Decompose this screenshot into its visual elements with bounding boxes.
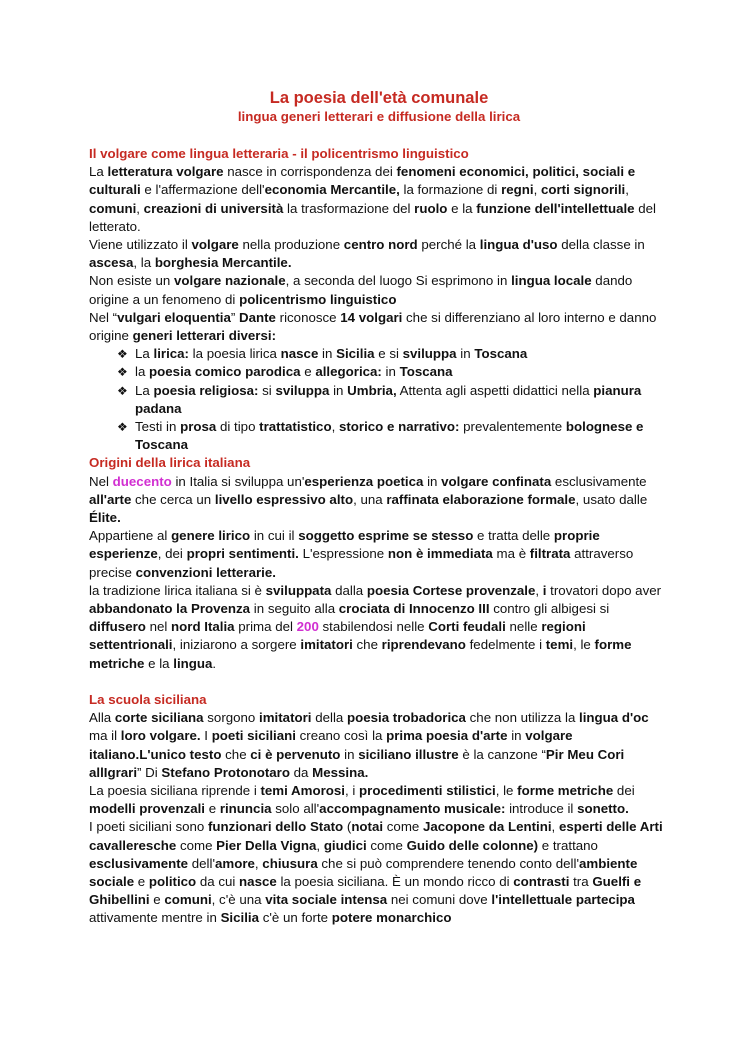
text-run: che non utilizza la	[465, 710, 580, 726]
bold-text: volgare nazionale	[174, 273, 286, 289]
bold-text: lingua locale	[511, 273, 592, 289]
text-run: , a seconda del luogo Si esprimono in	[285, 273, 512, 289]
text-run: ,	[625, 182, 629, 198]
bold-text: comuni	[164, 892, 212, 908]
text-run: stabilendosi nelle	[318, 619, 429, 635]
text-run: Alla	[89, 710, 115, 726]
text-run: , le	[573, 637, 595, 653]
text-run: dei	[613, 782, 635, 798]
bold-text: diffusero	[89, 619, 146, 635]
bold-text: Corti feudali	[428, 619, 506, 635]
bold-text: propri sentimenti.	[186, 546, 299, 562]
text-run: solo all'	[271, 801, 320, 817]
text-run: creano così la	[295, 728, 387, 744]
bold-text: imitatori	[259, 710, 312, 726]
text-run: e	[205, 801, 220, 817]
bold-text: funzione dell'intellettuale	[476, 200, 635, 216]
text-run: , iniziarono a sorgere	[172, 637, 301, 653]
bold-text: notai	[351, 819, 384, 835]
bold-text: chiusura	[262, 855, 318, 871]
bold-text: politico	[148, 873, 197, 889]
highlight-text: duecento	[112, 473, 172, 489]
bold-text: esclusivamente	[89, 855, 189, 871]
bold-text: volgare italiano.L'unico testo	[89, 728, 573, 762]
bold-text: riprendevano	[381, 637, 466, 653]
bold-text: loro volgare.	[120, 728, 201, 744]
text-run: la poesia siciliana. È un mondo ricco di	[276, 873, 514, 889]
text-run: .	[212, 655, 217, 671]
text-run: la formazione di	[399, 182, 502, 198]
bold-text: accompagnamento musicale:	[319, 801, 506, 817]
text-run: che si differenziano al loro interno e danno origine	[89, 309, 657, 344]
text-run: di tipo	[216, 419, 260, 435]
text-run: e	[300, 364, 316, 380]
text-run: , la	[133, 255, 155, 271]
text-run: ,	[254, 855, 263, 871]
bold-text: volgare confinata	[441, 473, 552, 489]
bold-text: ambiente sociale	[89, 855, 638, 889]
bold-text: Toscana	[399, 364, 453, 380]
bold-text: prima poesia d'arte	[386, 728, 508, 744]
bold-text: Guido delle colonne)	[406, 837, 539, 853]
section-volgare	[89, 145, 669, 454]
text-run: che si può comprendere tenendo conto dell'	[317, 855, 579, 871]
paragraph	[89, 236, 669, 272]
bold-text: temi Amorosi	[260, 782, 345, 798]
bold-text: poesia comico parodica	[149, 364, 301, 380]
text-run: attivamente mentre in	[89, 910, 221, 926]
bold-text: genere lirico	[171, 528, 251, 544]
text-run: , usato dalle	[575, 491, 648, 507]
text-run: in	[423, 473, 442, 489]
bold-text: borghesia Mercantile.	[154, 255, 292, 271]
text-run: dell'	[188, 855, 215, 871]
bold-text: 14 volgari	[340, 309, 403, 325]
bold-text: convenzioni letterarie.	[135, 564, 276, 580]
bold-text: ruolo	[414, 200, 448, 216]
bold-text: creazioni di università	[143, 200, 284, 216]
bold-text: livello espressivo alto	[214, 491, 354, 507]
bold-text: forme metriche	[517, 782, 614, 798]
text-run: ,	[316, 837, 324, 853]
bold-text: lingua d'uso	[479, 237, 558, 253]
diamond-bullet-icon: ❖	[117, 365, 128, 380]
text-run: attraverso precise	[89, 546, 634, 580]
bold-text: regni	[501, 182, 534, 198]
paragraph	[89, 582, 669, 673]
text-run: Viene utilizzato il	[89, 237, 192, 253]
bold-text: i	[542, 582, 547, 598]
text-run: L'espressione	[298, 546, 388, 562]
bold-text: Pir Meu Cori allIgrari	[89, 746, 625, 780]
bold-text: forme metriche	[89, 637, 632, 671]
list-item	[117, 363, 669, 381]
text-run: si	[258, 382, 276, 398]
bold-text: all'arte	[89, 491, 132, 507]
bold-text: temi	[545, 637, 574, 653]
text-run: La	[135, 346, 154, 362]
text-run: e si	[374, 346, 403, 362]
bold-text: raffinata elaborazione formale	[386, 491, 576, 507]
document-body	[89, 88, 669, 928]
bold-text: crociata di Innocenzo III	[338, 601, 490, 617]
text-run: e la	[447, 200, 477, 216]
bold-text: sonetto.	[577, 801, 629, 817]
text-run: del letterato.	[89, 200, 657, 234]
bold-text: Jacopone da Lentini	[422, 819, 552, 835]
bold-text: esperti delle Arti cavalleresche	[89, 819, 663, 853]
text-run: , dei	[157, 546, 187, 562]
bold-text: abbandonato la Provenza	[89, 601, 251, 617]
text-run: in	[507, 728, 526, 744]
text-run: trovatori dopo aver	[546, 582, 662, 598]
text-run: Appartiene al	[89, 528, 172, 544]
bold-text: policentrismo linguistico	[239, 291, 397, 307]
paragraph	[89, 473, 669, 528]
bold-text: funzionari dello Stato	[208, 819, 344, 835]
section-heading: Origini della lirica italiana	[89, 455, 251, 471]
bold-text: giudici	[323, 837, 367, 853]
text-run: Attenta agli aspetti didattici nella	[396, 382, 594, 398]
text-run: fedelmente i	[465, 637, 546, 653]
bold-text: soggetto esprime se stesso	[298, 528, 474, 544]
text-run: prevalentemente	[459, 419, 566, 435]
bold-text: poesia religiosa:	[153, 382, 259, 398]
text-run: , c'è una	[211, 892, 266, 908]
bold-text: amore	[214, 855, 255, 871]
bold-text: Sicilia	[336, 346, 375, 362]
bold-text: ci è pervenuto	[250, 746, 341, 762]
text-run: in	[340, 746, 359, 762]
bold-text: volgare	[191, 237, 239, 253]
document-title: La poesia dell'età comunale	[269, 89, 489, 107]
diamond-bullet-icon: ❖	[117, 420, 128, 435]
text-run: la tradizione lirica italiana si è	[89, 582, 266, 598]
bold-text: pianura padana	[135, 382, 642, 416]
paragraph	[89, 782, 669, 818]
bold-text: Élite.	[89, 510, 121, 526]
text-run: in	[318, 346, 337, 362]
text-run: esclusivamente	[551, 473, 647, 489]
text-run: Non esiste un	[89, 273, 175, 289]
text-run: nelle	[505, 619, 542, 635]
text-run: e la	[144, 655, 174, 671]
bold-text: generi letterari diversi:	[132, 328, 276, 344]
text-run: e tratta delle	[473, 528, 554, 544]
section-body	[89, 163, 669, 454]
text-run: e trattano	[538, 837, 598, 853]
bold-text: trattatistico	[259, 419, 332, 435]
bold-text: nord Italia	[171, 619, 235, 635]
paragraph	[89, 163, 669, 236]
text-run: è la canzone “	[458, 746, 546, 762]
bold-text: fenomeni economici, politici, sociali e culturali	[89, 164, 636, 198]
bold-text: regioni settentrionali	[89, 619, 586, 653]
bold-text: Pier Della Vigna	[216, 837, 317, 853]
bold-text: sviluppata	[265, 582, 332, 598]
paragraph	[89, 527, 669, 582]
bold-text: corti signorili	[540, 182, 626, 198]
text-run: come	[383, 819, 423, 835]
text-run: ,	[535, 582, 543, 598]
text-run: in cui il	[250, 528, 299, 544]
bold-text: bolognese e Toscana	[135, 419, 644, 453]
bold-text: ascesa	[89, 255, 134, 271]
text-run: Nel	[89, 473, 113, 489]
text-run: I	[200, 728, 212, 744]
text-run: come	[176, 837, 217, 853]
text-run: I poeti siciliani sono	[89, 819, 208, 835]
diamond-bullet-icon: ❖	[117, 383, 128, 398]
paragraph	[89, 709, 669, 782]
text-run: come	[366, 837, 407, 853]
text-run: che	[221, 746, 251, 762]
paragraph	[89, 818, 669, 927]
text-run: riconosce	[275, 309, 341, 325]
text-run: che	[352, 637, 382, 653]
bold-text: potere monarchico	[331, 910, 452, 926]
bold-text: Guelfi e Ghibellini	[89, 873, 642, 908]
text-run: ”	[230, 309, 239, 325]
text-run: La	[89, 164, 108, 180]
text-run: in	[456, 346, 475, 362]
bold-text: prosa	[180, 419, 217, 435]
bold-text: poesia Cortese provenzale	[366, 582, 536, 598]
text-run: ma il	[89, 728, 121, 744]
text-run: , i	[344, 782, 360, 798]
text-run: la poesia lirica	[188, 346, 281, 362]
bold-text: storico e narrativo:	[338, 419, 460, 435]
text-run: ” Di	[137, 764, 162, 780]
bold-text: filtrata	[529, 546, 571, 562]
text-run: c'è un forte	[259, 910, 332, 926]
text-run: nasce in corrispondenza dei	[223, 164, 397, 180]
bold-text: poeti siciliani	[211, 728, 296, 744]
text-run: la	[135, 364, 150, 380]
text-run: Testi in	[135, 419, 181, 435]
bold-text: Dante	[239, 309, 276, 325]
text-run: in seguito alla	[250, 601, 339, 617]
bold-text: lingua	[173, 655, 213, 671]
text-run: Nel “	[89, 309, 118, 325]
bold-text: procedimenti stilistici	[359, 782, 496, 798]
text-run: nel	[145, 619, 172, 635]
text-run: e	[149, 892, 165, 908]
text-run: introduce il	[505, 801, 578, 817]
bold-text: sviluppa	[402, 346, 457, 362]
text-run: in Italia si sviluppa un'	[171, 473, 305, 489]
text-run: , le	[495, 782, 518, 798]
text-run: La poesia siciliana riprende i	[89, 782, 261, 798]
text-run: e l'affermazione dell'	[140, 182, 265, 198]
text-run: , una	[353, 491, 387, 507]
text-run: da cui	[196, 873, 240, 889]
bold-text: vulgari eloquentia	[117, 309, 231, 325]
bold-text: Toscana	[474, 346, 528, 362]
paragraph	[89, 272, 669, 308]
text-run: in	[329, 382, 348, 398]
bold-text: vita sociale intensa	[265, 892, 388, 908]
text-run: dalla	[331, 582, 367, 598]
bold-text: corte siciliana	[114, 710, 204, 726]
bold-text: proprie esperienze	[89, 528, 600, 562]
text-run: ma è	[492, 546, 530, 562]
paragraph	[89, 309, 669, 345]
section-scuola-siciliana	[89, 691, 669, 928]
text-run: ,	[551, 819, 559, 835]
bold-text: Stefano Protonotaro	[161, 764, 290, 780]
bold-text: allegorica:	[315, 364, 382, 380]
bold-text: lingua d'oc	[579, 710, 649, 726]
bold-text: comuni	[89, 200, 137, 216]
bold-text: contrasti	[513, 873, 570, 889]
text-run: (	[343, 819, 352, 835]
text-run: in	[381, 364, 400, 380]
text-run: contro gli albigesi si	[489, 601, 610, 617]
text-run: della	[311, 710, 347, 726]
text-run: ,	[136, 200, 144, 216]
text-run: perché la	[417, 237, 480, 253]
bold-text: non è immediata	[387, 546, 493, 562]
text-run: nei comuni dove	[387, 892, 492, 908]
section-body	[89, 709, 669, 927]
text-run: sorgono	[203, 710, 260, 726]
bold-text: Sicilia	[220, 910, 259, 926]
text-run: della classe in	[557, 237, 645, 253]
bold-text: rinuncia	[219, 801, 272, 817]
section-origini	[89, 454, 669, 672]
text-run: e	[134, 873, 149, 889]
bold-text: Messina.	[312, 764, 369, 780]
bold-text: esperienza poetica	[304, 473, 424, 489]
bold-text: sviluppa	[275, 382, 330, 398]
text-run: La	[135, 382, 154, 398]
bold-text: siciliano illustre	[358, 746, 459, 762]
text-run: ,	[331, 419, 339, 435]
list-item	[117, 418, 669, 454]
bold-text: l'intellettuale partecipa	[491, 892, 635, 908]
section-heading: Il volgare come lingua letteraria - il policentrismo linguistico	[89, 146, 469, 161]
bold-text: poesia trobadorica	[346, 710, 466, 726]
section-heading: La scuola siciliana	[89, 691, 207, 707]
bold-text: modelli provenzali	[89, 801, 206, 817]
text-run: dando origine a un fenomeno di	[89, 273, 633, 307]
bold-text: lirica:	[153, 346, 189, 362]
bold-text: nasce	[280, 346, 319, 362]
bold-text: centro nord	[343, 237, 418, 253]
bold-text: nasce	[239, 873, 277, 889]
list-item	[117, 382, 669, 418]
text-run: ,	[533, 182, 541, 198]
document-subtitle: lingua generi letterari e diffusione della lirica	[237, 109, 521, 124]
bold-text: Umbria,	[347, 382, 397, 398]
bullet-list	[89, 345, 669, 454]
text-run: nella produzione	[238, 237, 344, 253]
bold-text: imitatori	[300, 637, 353, 653]
text-run: che cerca un	[131, 491, 215, 507]
bold-text: economia Mercantile,	[264, 182, 400, 198]
text-run: da	[289, 764, 313, 780]
text-run: la trasformazione del	[283, 200, 415, 216]
text-run: tra	[569, 873, 593, 889]
section-body	[89, 473, 669, 673]
list-item	[117, 345, 669, 363]
text-run: prima del	[234, 619, 297, 635]
highlight-text: 200	[296, 619, 319, 635]
bold-text: letteratura volgare	[107, 164, 224, 180]
diamond-bullet-icon: ❖	[117, 347, 128, 362]
